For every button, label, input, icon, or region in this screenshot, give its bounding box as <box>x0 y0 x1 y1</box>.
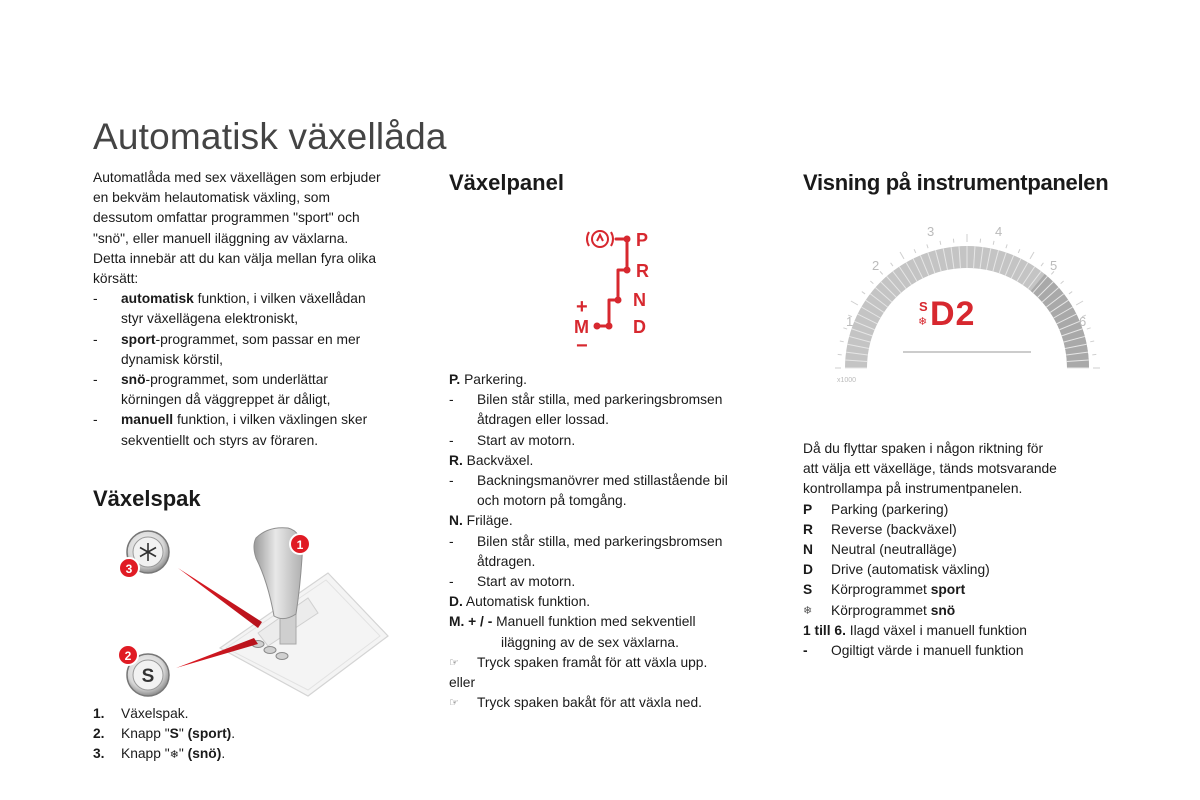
tachometer-gauge <box>835 218 1100 388</box>
gear-gate-diagram <box>570 222 670 356</box>
intro-text <box>93 168 423 451</box>
pointer-3 <box>178 568 262 628</box>
gauge-tick <box>1069 292 1072 294</box>
gear-dash-item: - Bilen står stilla, med parkeringsbromsen <box>449 533 723 549</box>
gate-minus: − <box>576 335 588 356</box>
mode-desc: -programmet, som underlättar <box>145 372 329 388</box>
callout-1 <box>290 534 310 554</box>
gauge-tick <box>880 271 883 274</box>
callout-2 <box>118 645 138 665</box>
mode-name: manuell <box>121 412 174 428</box>
gauge-unit: x1000 <box>837 377 857 384</box>
gauge-number-3: 3 <box>927 224 935 239</box>
instrument-heading: Visning på instrumentpanelen <box>803 170 1109 195</box>
pointing-hand-icon: ☞ <box>449 697 459 710</box>
gauge-number-6: 6 <box>1079 314 1087 329</box>
intro-line: en bekväm helautomatisk växling, som <box>93 190 330 206</box>
gauge-tick <box>927 244 928 248</box>
gear-heading-r: R. Backväxel. <box>449 452 534 468</box>
gate-letter-r: R <box>636 261 649 281</box>
gear-dash-cont: och motorn på tomgång. <box>477 493 627 509</box>
mode-item: - manuell funktion, i vilken växlingen sker <box>93 412 368 428</box>
gauge-tick <box>840 341 844 342</box>
mode-item: - snö-programmet, som underlättar <box>93 372 329 388</box>
gear-range-line: 1 till 6. Ilagd växel i manuell funktion <box>803 622 1027 638</box>
page-title: Automatisk växellåda <box>93 116 447 157</box>
invalid-value-line: - Ogiltigt värde i manuell funktion <box>803 643 1024 659</box>
mode-desc-cont: dynamisk körstil, <box>121 351 223 367</box>
gauge-tick <box>940 241 941 245</box>
instrument-intro-line: att välja ett växelläge, tänds motsvarande <box>803 461 1057 477</box>
note-item: ☞ Tryck spaken framåt för att växla upp. <box>449 653 779 673</box>
eller-text: eller <box>449 675 476 691</box>
gear-heading-m-cont: iläggning av de sex växlarna. <box>501 634 679 650</box>
gear-dash-cont: åtdragen eller lossad. <box>477 412 609 428</box>
mode-name: snö <box>121 372 146 388</box>
legend-row-n: N Neutral (neutralläge) <box>803 542 957 558</box>
gear-dash-item: - Backningsmanövrer med stillastående bil <box>449 473 728 489</box>
gauge-number-1: 1 <box>846 314 854 329</box>
list-item: 2. Knapp "S" (sport). <box>93 726 236 742</box>
parking-brake-icon <box>587 231 613 247</box>
gauge-tick <box>851 301 858 305</box>
list-item: 3. Knapp "❄" (snö). <box>93 746 226 762</box>
gauge-tick <box>1076 301 1083 305</box>
gauge-tick <box>1090 341 1094 342</box>
sport-button-label: S <box>141 666 155 687</box>
legend-row-snow: ❄ Körprogrammet snö <box>803 601 1133 621</box>
mode-list <box>93 289 423 451</box>
gate-letter-m: M <box>574 317 589 337</box>
gauge-tick <box>891 263 893 266</box>
instrument-intro-line: kontrollampa på instrumentpanelen. <box>803 481 1023 497</box>
vaxelspak-heading: Växelspak <box>93 486 201 511</box>
vaxelpanel-heading: Växelpanel <box>449 170 564 195</box>
svg-text:2: 2 <box>124 649 132 663</box>
gauge-tick <box>1087 328 1091 329</box>
gate-letter-p: P <box>636 230 649 250</box>
list-item: 1. Växelspak. <box>93 706 189 721</box>
gear-heading-n: N. Friläge. <box>449 513 513 529</box>
mode-item: - sport-programmet, som passar en mer <box>93 331 361 347</box>
gauge-tick <box>914 249 916 253</box>
gear-display: D2 <box>930 295 976 333</box>
mode-desc-cont: sekventiellt och styrs av föraren. <box>121 432 319 448</box>
legend-row-d: D Drive (automatisk växling) <box>803 562 990 578</box>
legend-row-s: S Körprogrammet sport <box>803 582 966 598</box>
instrument-intro-line: Då du flyttar spaken i någon riktning för <box>803 441 1044 456</box>
intro-line: dessutom omfattar programmen "sport" och <box>93 210 360 226</box>
vaxelpanel-text <box>449 370 779 713</box>
gauge-tick <box>1041 263 1043 266</box>
note-item: ☞ Tryck spaken bakåt för att växla ned. <box>449 693 779 713</box>
gauge-number-4: 4 <box>995 224 1003 239</box>
pointing-hand-icon: ☞ <box>449 656 459 669</box>
gate-plus: + <box>576 296 588 318</box>
gate-letter-n: N <box>633 290 646 310</box>
mode-desc-cont: styr växellägena elektroniskt, <box>121 311 299 327</box>
gear-dash-item: - Bilen står stilla, med parkeringsbromsen <box>449 392 723 408</box>
mode-name: sport <box>121 331 156 347</box>
instrument-text <box>803 439 1133 661</box>
intro-line: Detta innebär att du kan välja mellan fyra olika <box>93 250 376 266</box>
snowflake-icon: ❄ <box>803 604 813 617</box>
intro-line: "snö", eller manuell iläggning av växlarna. <box>93 230 349 246</box>
gear-heading-d: D. Automatisk funktion. <box>449 594 591 610</box>
gauge-tick <box>993 241 994 245</box>
gauge-number-2: 2 <box>872 258 880 273</box>
snowflake-icon: ❄ <box>169 749 179 762</box>
console-plate <box>220 573 388 696</box>
mode-item: - automatisk funktion, i vilken växellådan <box>93 291 366 307</box>
callout-3 <box>119 558 139 578</box>
gear-dash-cont: åtdragen. <box>477 553 536 569</box>
gate-path <box>597 239 627 326</box>
sport-mode-indicator: S <box>919 299 928 314</box>
legend-row-p: P Parking (parkering) <box>803 501 949 517</box>
gate-dots <box>594 236 631 330</box>
svg-text:1: 1 <box>296 538 304 552</box>
mode-desc-cont: körningen då väggreppet är dåligt, <box>121 392 331 408</box>
gear-heading-m: M. + / - Manuell funktion med sekventiell <box>449 614 696 630</box>
gear-dash-item: - Start av motorn. <box>449 574 576 590</box>
vaxelspak-list <box>93 704 413 766</box>
gauge-tick <box>1061 281 1064 284</box>
gate-letter-d: D <box>633 317 646 337</box>
mode-desc: funktion, i vilken växlingen sker <box>173 412 368 428</box>
intro-line: Automatlåda med sex växellägen som erbjuder <box>93 170 381 185</box>
gear-lever-illustration <box>108 518 400 712</box>
gear-heading-p: P. Parkering. <box>449 372 527 387</box>
legend-row-r: R Reverse (backväxel) <box>803 521 957 537</box>
gauge-number-5: 5 <box>1050 258 1058 273</box>
gauge-tick <box>870 281 873 284</box>
mode-desc: -programmet, som passar en mer <box>155 331 361 347</box>
svg-text:3: 3 <box>125 562 133 576</box>
gauge-tick <box>1018 249 1020 253</box>
intro-line: körsätt: <box>93 271 139 287</box>
gauge-tick <box>900 252 904 259</box>
gauge-tick <box>1006 244 1007 248</box>
snow-mode-indicator: ❄ <box>918 315 928 328</box>
mode-desc: funktion, i vilken växellådan <box>193 291 366 307</box>
gauge-tick <box>862 292 865 294</box>
gear-dash-item: - Start av motorn. <box>449 432 576 448</box>
mode-name: automatisk <box>121 291 194 307</box>
gauge-tick <box>1030 252 1034 259</box>
